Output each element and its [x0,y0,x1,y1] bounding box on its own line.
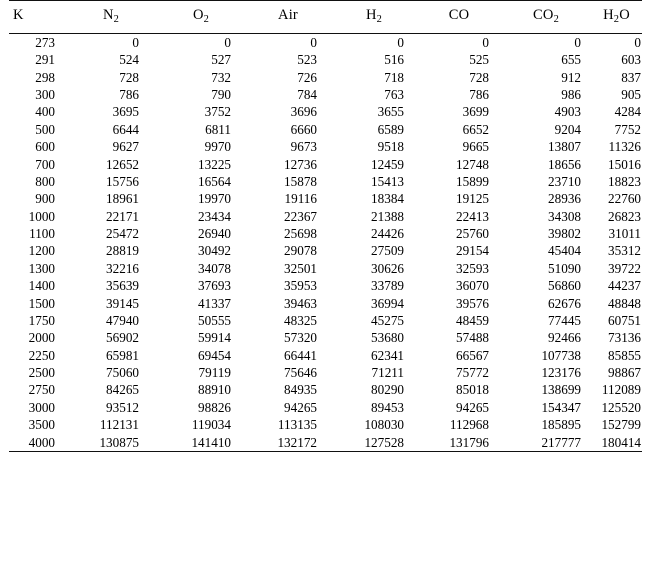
cell-co2: 56860 [548,278,581,294]
table-row [9,173,642,190]
cell-h2: 27509 [371,243,404,259]
table-row [9,225,642,242]
cell-n2: 65981 [106,347,139,363]
cell-h2: 36994 [371,295,404,311]
cell-co2: 18656 [548,156,581,172]
cell-o2: 88910 [198,382,231,398]
cell-o2: 30492 [198,243,231,259]
cell-h2o: 18823 [608,173,641,189]
table-row [9,190,642,207]
cell-o2: 41337 [198,295,231,311]
cell-n2: 112131 [99,417,139,433]
cell-k: 2500 [28,365,55,381]
cell-air: 32501 [284,260,317,276]
cell-co2: 51090 [548,260,581,276]
cell-n2: 39145 [106,295,139,311]
column-header-co2-subscript: 2 [553,13,559,25]
cell-n2: 18961 [106,191,139,207]
cell-h2: 3655 [377,104,404,120]
cell-co2: 217777 [541,434,581,450]
cell-h2: 89453 [371,399,404,415]
cell-o2: 527 [211,52,231,68]
table-row [9,260,642,277]
cell-k: 291 [35,52,55,68]
column-header-co [417,1,501,34]
cell-h2: 45275 [371,312,404,328]
cell-o2: 69454 [198,347,231,363]
cell-o2: 98826 [198,399,231,415]
cell-k: 273 [9,34,65,52]
cell-n2: 84265 [106,382,139,398]
column-header-o2-subscript: 2 [203,13,210,25]
cell-n2: 6644 [112,121,139,137]
cell-k: 300 [35,87,55,103]
cell-air: 3696 [290,104,317,120]
column-header-h2-label: H [365,7,377,23]
cell-co2: 0 [501,34,591,52]
table-row [9,138,642,155]
cell-h2o: 85855 [608,347,641,363]
cell-o2: 34078 [198,260,231,276]
cell-o2: 119034 [191,417,231,433]
cell-co: 6652 [462,121,489,137]
cell-k: 1000 [28,208,55,224]
cell-k: 400 [35,104,55,120]
cell-h2o: 603 [621,52,641,68]
cell-n2: 93512 [106,399,139,415]
cell-co: 29154 [456,243,489,259]
cell-o2: 3752 [204,104,231,120]
cell-co2: 13807 [548,139,581,155]
cell-h2: 62341 [371,347,404,363]
cell-n2: 35639 [106,278,139,294]
cell-h2o: 15016 [608,156,641,172]
cell-k: 1300 [28,260,55,276]
cell-co2: 185895 [541,417,581,433]
cell-n2: 12652 [106,156,139,172]
cell-o2: 790 [211,87,231,103]
cell-co: 131796 [449,434,489,450]
cell-k: 2250 [28,347,55,363]
cell-co2: 45404 [548,243,581,259]
cell-co: 22413 [456,208,489,224]
table-row [9,312,642,329]
cell-h2o: 125520 [601,399,641,415]
table-row [9,208,642,225]
cell-h2: 0 [331,34,417,52]
cell-o2: 50555 [198,312,231,328]
cell-o2: 0 [157,34,245,52]
cell-n2: 0 [65,34,157,52]
cell-o2: 16564 [198,173,231,189]
cell-h2o: 4284 [614,104,641,120]
cell-air: 66441 [284,347,317,363]
cell-h2o: 0 [591,34,642,52]
table-row [9,416,642,433]
cell-n2: 75060 [106,365,139,381]
cell-h2: 6589 [377,121,404,137]
cell-h2o: 44237 [608,278,641,294]
cell-co: 19125 [456,191,489,207]
cell-h2o: 152799 [601,417,641,433]
cell-h2o: 22760 [608,191,641,207]
cell-co: 112968 [449,417,489,433]
cell-co: 75772 [456,365,489,381]
cell-air: 784 [297,87,317,103]
cell-k: 1400 [28,278,55,294]
cell-h2o: 26823 [608,208,641,224]
cell-co2: 92466 [548,330,581,346]
cell-k: 3000 [28,399,55,415]
cell-co2: 912 [561,69,581,85]
table-row [9,329,642,346]
cell-k: 900 [35,191,55,207]
cell-co2: 986 [561,87,581,103]
cell-air: 6660 [290,121,317,137]
cell-k: 1200 [28,243,55,259]
table-row [9,295,642,312]
cell-co: 25760 [456,226,489,242]
cell-h2o: 112089 [601,382,641,398]
table-bottom-rule [9,451,642,452]
column-header-h2o-label: H [603,7,614,23]
cell-o2: 26940 [198,226,231,242]
table-row [9,156,642,173]
cell-k: 4000 [28,434,55,450]
cell-air: 94265 [284,399,317,415]
cell-air: 19116 [284,191,317,207]
cell-n2: 728 [119,69,139,85]
column-header-k [9,1,65,34]
cell-o2: 37693 [198,278,231,294]
column-header-h2-subscript: 2 [376,13,383,25]
cell-co2: 34308 [548,208,581,224]
cell-o2: 19970 [198,191,231,207]
cell-h2o: 31011 [608,226,641,242]
column-header-co2-label: CO [533,7,554,23]
cell-k: 1500 [28,295,55,311]
cell-co2: 62676 [548,295,581,311]
cell-n2: 15756 [106,173,139,189]
cell-air: 22367 [284,208,317,224]
column-header-o2 [157,1,245,34]
cell-n2: 32216 [106,260,139,276]
cell-co: 15899 [456,173,489,189]
cell-o2: 23434 [198,208,231,224]
cell-n2: 22171 [106,208,139,224]
table-row [9,364,642,381]
cell-air: 0 [245,34,331,52]
cell-co: 36070 [456,278,489,294]
cell-o2: 141410 [191,434,231,450]
cell-h2o: 98867 [608,365,641,381]
cell-air: 35953 [284,278,317,294]
cell-h2o: 39722 [608,260,641,276]
cell-h2: 33789 [371,278,404,294]
cell-k: 298 [35,69,55,85]
cell-co: 94265 [456,399,489,415]
column-header-co2 [501,1,591,34]
column-header-air [245,1,331,34]
cell-air: 132172 [277,434,317,450]
cell-co2: 107738 [541,347,581,363]
cell-h2o: 48848 [608,295,641,311]
cell-n2: 786 [119,87,139,103]
cell-h2: 763 [384,87,404,103]
table-row [9,34,642,52]
cell-k: 500 [35,121,55,137]
cell-co2: 154347 [541,399,581,415]
table-row [9,434,642,451]
cell-h2: 30626 [371,260,404,276]
cell-o2: 79119 [198,365,231,381]
cell-air: 15878 [284,173,317,189]
column-header-k-label: K [13,7,24,23]
column-header-h2o-tail: O [619,7,630,23]
cell-h2: 71211 [371,365,404,381]
cell-air: 25698 [284,226,317,242]
cell-h2o: 60751 [608,312,641,328]
cell-co: 786 [469,87,489,103]
cell-h2o: 11326 [608,139,641,155]
thermodynamic-data-table [9,0,642,451]
table-header [9,1,642,34]
cell-co: 85018 [456,382,489,398]
cell-o2: 9970 [204,139,231,155]
cell-air: 726 [297,69,317,85]
cell-h2: 12459 [371,156,404,172]
cell-co: 39576 [456,295,489,311]
cell-co2: 23710 [548,173,581,189]
cell-n2: 47940 [106,312,139,328]
table-row [9,121,642,138]
cell-h2o: 905 [621,87,641,103]
cell-co2: 655 [561,52,581,68]
cell-o2: 13225 [198,156,231,172]
cell-k: 800 [35,173,55,189]
table-body [9,34,642,452]
cell-air: 48325 [284,312,317,328]
cell-n2: 56902 [106,330,139,346]
column-header-n2-label: N [102,7,114,23]
cell-co2: 123176 [541,365,581,381]
cell-co: 66567 [456,347,489,363]
table-row [9,69,642,86]
cell-co: 3699 [462,104,489,120]
cell-co2: 4903 [554,104,581,120]
cell-co: 9665 [462,139,489,155]
cell-co: 32593 [456,260,489,276]
column-header-n2-subscript: 2 [113,13,120,25]
cell-co: 57488 [456,330,489,346]
cell-o2: 6811 [205,121,231,137]
cell-h2: 15413 [371,173,404,189]
cell-h2: 127528 [364,434,404,450]
cell-co: 525 [469,52,489,68]
cell-co: 728 [469,69,489,85]
table-row [9,277,642,294]
cell-co2: 28936 [548,191,581,207]
cell-h2: 24426 [371,226,404,242]
cell-air: 12736 [284,156,317,172]
column-header-air-label: Air [278,7,298,23]
cell-co2: 77445 [548,312,581,328]
cell-h2: 18384 [371,191,404,207]
cell-co: 0 [417,34,501,52]
column-header-n2 [65,1,157,34]
cell-co2: 39802 [548,226,581,242]
cell-n2: 130875 [99,434,139,450]
cell-h2o: 35312 [608,243,641,259]
cell-o2: 732 [211,69,231,85]
table-row [9,382,642,399]
cell-h2: 516 [384,52,404,68]
cell-h2: 21388 [371,208,404,224]
table-row [9,86,642,103]
cell-co: 12748 [456,156,489,172]
column-header-co-label: CO [448,7,470,23]
cell-co: 48459 [456,312,489,328]
cell-h2: 53680 [371,330,404,346]
table-row [9,399,642,416]
cell-h2o: 837 [621,69,641,85]
cell-n2: 3695 [112,104,139,120]
cell-h2: 718 [384,69,404,85]
cell-air: 9673 [290,139,317,155]
cell-h2: 80290 [371,382,404,398]
table-header-row [9,1,642,34]
table-row [9,104,642,121]
cell-air: 75646 [284,365,317,381]
cell-air: 84935 [284,382,317,398]
table-row [9,243,642,260]
cell-h2: 108030 [364,417,404,433]
cell-k: 2000 [28,330,55,346]
cell-air: 113135 [277,417,317,433]
cell-k: 1100 [29,226,55,242]
column-header-h2o [591,1,642,34]
cell-h2: 9518 [377,139,404,155]
cell-n2: 28819 [106,243,139,259]
cell-h2o: 7752 [614,121,641,137]
table-row [9,347,642,364]
cell-co2: 9204 [554,121,581,137]
cell-k: 600 [35,139,55,155]
table-row [9,51,642,68]
cell-n2: 9627 [112,139,139,155]
cell-k: 1750 [28,312,55,328]
cell-air: 523 [297,52,317,68]
cell-k: 700 [35,156,55,172]
cell-k: 3500 [28,417,55,433]
cell-air: 39463 [284,295,317,311]
cell-k: 2750 [28,382,55,398]
cell-air: 29078 [284,243,317,259]
cell-air: 57320 [284,330,317,346]
column-header-o2-label: O [192,7,204,23]
cell-h2o: 180414 [601,434,641,450]
column-header-h2o-subscript: 2 [613,13,620,25]
cell-h2o: 73136 [608,330,641,346]
cell-o2: 59914 [198,330,231,346]
cell-n2: 524 [119,52,139,68]
column-header-h2 [331,1,417,34]
cell-co2: 138699 [541,382,581,398]
cell-n2: 25472 [106,226,139,242]
